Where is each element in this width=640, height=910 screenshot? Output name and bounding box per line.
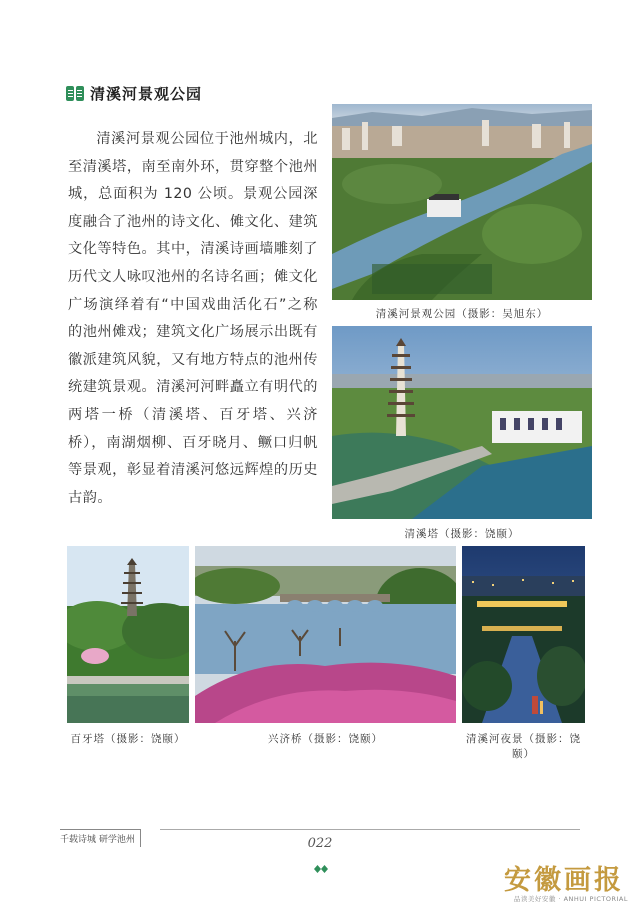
- footer-series-label: 千载诗城 研学池州: [60, 835, 135, 845]
- photo-xingji-bridge: [195, 546, 456, 723]
- diamond-ornament-icon: [314, 858, 328, 866]
- footer-rule-right: [160, 829, 580, 830]
- caption-qingxi-pagoda: 清溪塔（摄影：饶颐）: [404, 528, 520, 540]
- open-book-icon: [66, 86, 84, 101]
- brand-name: 安徽画报: [504, 865, 624, 896]
- footer-rule-tick: [140, 829, 141, 847]
- photo-baiya-pagoda: [67, 546, 189, 723]
- photo-park-aerial: [332, 104, 592, 300]
- photo-night-view: [462, 546, 585, 723]
- caption-night-view: 清溪河夜景（摄影：饶颐）: [466, 733, 581, 760]
- page-number: 022: [307, 836, 333, 851]
- article-paragraph: 清溪河景观公园位于池州城内，北至清溪塔，南至南外环，贯穿整个池州城，总面积为 120 公顷。景观公园深度融合了池州的诗文化、傩文化、建筑文化等特色。其中，清溪诗画墙雕刻了历代文人咏叹池州的名诗名画；傩文化广场演绎着有“中国戏曲活化石”之称的池州傩戏；建筑文化广场展示出既有徽派建筑风貌，又有地方特点的池州传统建筑景观。清溪河河畔矗立有明代的两塔一桥（清溪塔、百牙塔、兴济桥），南湖烟柳、百牙晓月、鳜口归帆等景观，彰显着清溪河悠远辉煌的历史古韵。: [68, 131, 318, 506]
- article-body: [68, 126, 318, 512]
- caption-park: 清溪河景观公园（摄影：吴旭东）: [375, 308, 549, 320]
- caption-xingji-bridge: 兴济桥（摄影：饶颐）: [268, 733, 383, 745]
- section-title: [66, 83, 202, 103]
- photo-qingxi-pagoda: [332, 326, 592, 519]
- footer-rule-left: [60, 829, 140, 830]
- caption-baiya-pagoda: 百牙塔（摄影：饶颐）: [70, 733, 186, 745]
- section-title-text: 清溪河景观公园: [90, 84, 203, 103]
- brand-tagline: 品读美好安徽 · ANHUI PICTORIAL: [513, 895, 628, 903]
- brand-watermark: [500, 858, 628, 908]
